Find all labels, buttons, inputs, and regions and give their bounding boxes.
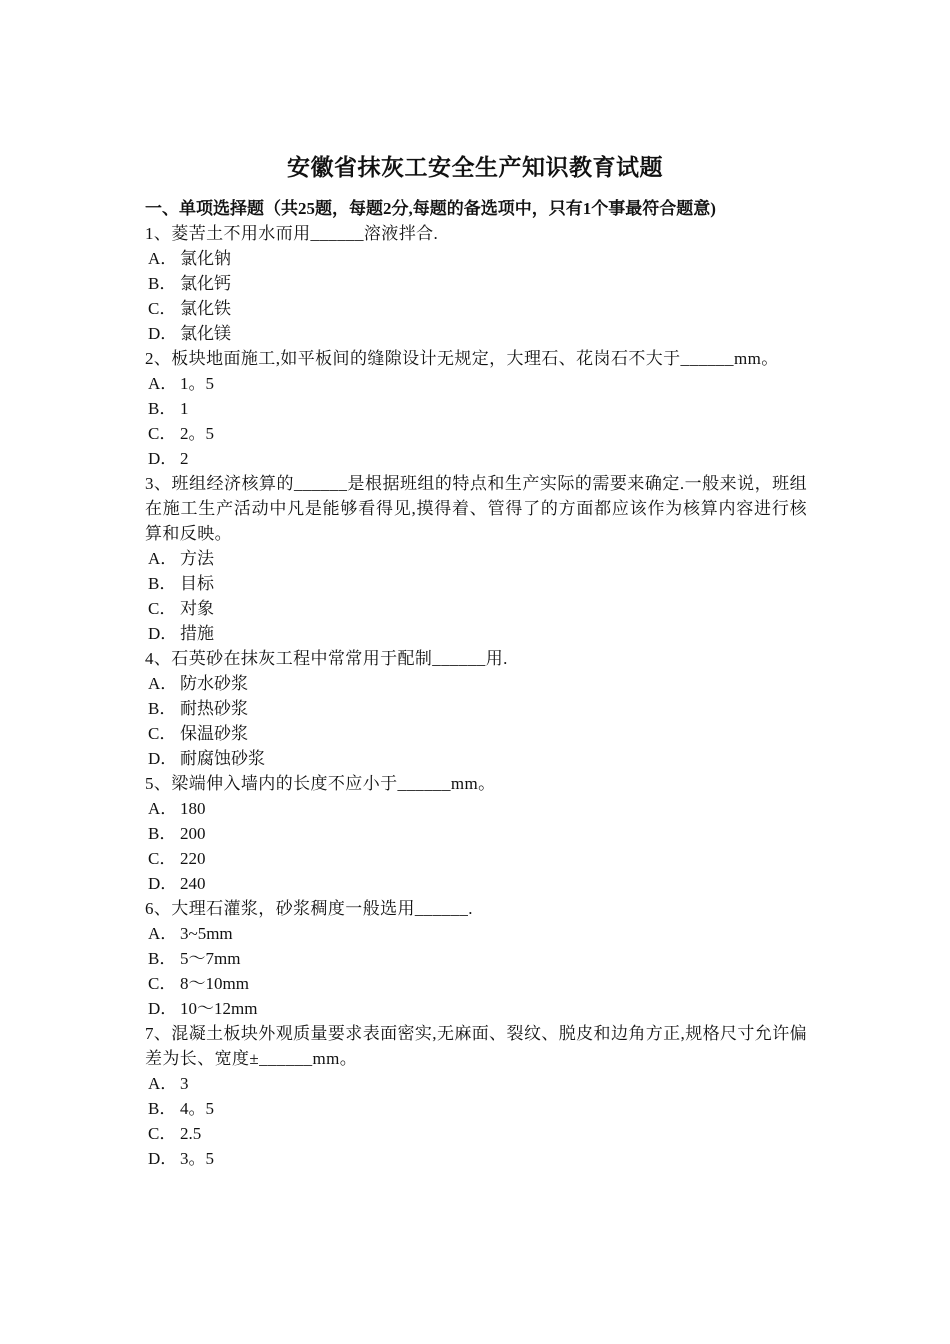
question-text: 5、梁端伸入墙内的长度不应小于______mm。 xyxy=(145,774,496,793)
section-heading: 一、单项选择题（共25题，每题2分,每题的备选项中，只有1个事最符合题意) xyxy=(145,199,716,218)
question-block xyxy=(145,1021,807,1171)
option-letter: A． xyxy=(148,1074,178,1093)
question-text: 4、石英砂在抹灰工程中常常用于配制______用. xyxy=(145,649,508,668)
answer-option xyxy=(145,421,807,446)
option-list xyxy=(145,1071,807,1171)
option-text: 防水砂浆 xyxy=(180,674,248,693)
question-block xyxy=(145,221,807,346)
option-letter: B． xyxy=(148,824,177,843)
option-letter: B． xyxy=(148,949,177,968)
answer-option xyxy=(145,321,807,346)
page-title: 安徽省抹灰工安全生产知识教育试题 xyxy=(287,155,663,180)
answer-option xyxy=(145,246,807,271)
option-letter: B． xyxy=(148,399,177,418)
answer-option xyxy=(145,546,807,571)
option-letter: A． xyxy=(148,249,178,268)
answer-option xyxy=(145,1146,807,1171)
option-list xyxy=(145,921,807,1021)
question-text: 6、大理石灌浆，砂浆稠度一般选用______. xyxy=(145,899,473,918)
option-letter: D． xyxy=(148,624,178,643)
option-list xyxy=(145,371,807,471)
answer-option xyxy=(145,1071,807,1096)
option-text: 5～7mm xyxy=(180,949,241,968)
answer-option xyxy=(145,821,807,846)
option-letter: D． xyxy=(148,449,178,468)
answer-option xyxy=(145,971,807,996)
option-letter: B． xyxy=(148,274,177,293)
question-block xyxy=(145,646,807,771)
option-text: 4。5 xyxy=(180,1099,214,1118)
option-text: 氯化钠 xyxy=(180,249,231,268)
answer-option xyxy=(145,621,807,646)
option-letter: C． xyxy=(148,599,177,618)
option-letter: C． xyxy=(148,299,177,318)
option-text: 方法 xyxy=(180,549,214,568)
answer-option xyxy=(145,1121,807,1146)
option-letter: A． xyxy=(148,924,178,943)
option-text: 耐腐蚀砂浆 xyxy=(180,749,265,768)
option-list xyxy=(145,246,807,346)
answer-option xyxy=(145,596,807,621)
option-letter: C． xyxy=(148,974,177,993)
option-letter: D． xyxy=(148,874,178,893)
option-text: 3~5mm xyxy=(180,924,233,943)
option-text: 200 xyxy=(180,824,206,843)
answer-option xyxy=(145,846,807,871)
option-text: 耐热砂浆 xyxy=(180,699,248,718)
option-text: 措施 xyxy=(180,624,214,643)
option-text: 240 xyxy=(180,874,206,893)
option-letter: D． xyxy=(148,999,178,1018)
option-letter: B． xyxy=(148,699,177,718)
document-body xyxy=(145,196,807,1171)
question-text: 3、班组经济核算的______是根据班组的特点和生产实际的需要来确定.一般来说，班组在施工生产活动中凡是能够看得见,摸得着、管得了的方面都应该作为核算内容进行核算和反映。 xyxy=(145,474,807,543)
answer-option xyxy=(145,671,807,696)
question-text: 2、板块地面施工,如平板间的缝隙设计无规定，大理石、花岗石不大于______mm。 xyxy=(145,349,779,368)
answer-option xyxy=(145,796,807,821)
option-list xyxy=(145,671,807,771)
option-text: 对象 xyxy=(180,599,214,618)
answer-option xyxy=(145,1096,807,1121)
option-letter: C． xyxy=(148,1124,177,1143)
option-letter: A． xyxy=(148,374,178,393)
option-letter: B． xyxy=(148,1099,177,1118)
option-letter: C． xyxy=(148,724,177,743)
answer-option xyxy=(145,871,807,896)
option-text: 氯化镁 xyxy=(180,324,231,343)
option-text: 1 xyxy=(180,399,189,418)
option-text: 保温砂浆 xyxy=(180,724,248,743)
option-letter: D． xyxy=(148,324,178,343)
option-list xyxy=(145,796,807,896)
option-letter: D． xyxy=(148,749,178,768)
question-list xyxy=(145,221,807,1171)
option-text: 目标 xyxy=(180,574,214,593)
option-text: 220 xyxy=(180,849,206,868)
option-text: 氯化钙 xyxy=(180,274,231,293)
answer-option xyxy=(145,396,807,421)
answer-option xyxy=(145,746,807,771)
option-letter: A． xyxy=(148,549,178,568)
option-letter: A． xyxy=(148,674,178,693)
answer-option xyxy=(145,946,807,971)
question-block xyxy=(145,771,807,896)
question-block xyxy=(145,471,807,646)
answer-option xyxy=(145,721,807,746)
option-text: 10～12mm xyxy=(180,999,258,1018)
option-letter: D． xyxy=(148,1149,178,1168)
answer-option xyxy=(145,571,807,596)
option-letter: A． xyxy=(148,799,178,818)
question-text: 1、菱苦土不用水而用______溶液拌合. xyxy=(145,224,439,243)
answer-option xyxy=(145,271,807,296)
question-block xyxy=(145,896,807,1021)
answer-option xyxy=(145,696,807,721)
option-letter: B． xyxy=(148,574,177,593)
answer-option xyxy=(145,371,807,396)
option-letter: C． xyxy=(148,424,177,443)
option-text: 1。5 xyxy=(180,374,214,393)
answer-option xyxy=(145,996,807,1021)
option-text: 2.5 xyxy=(180,1124,202,1143)
answer-option xyxy=(145,296,807,321)
option-text: 2 xyxy=(180,449,189,468)
option-list xyxy=(145,546,807,646)
option-text: 8～10mm xyxy=(180,974,249,993)
option-text: 3 xyxy=(180,1074,189,1093)
option-text: 180 xyxy=(180,799,206,818)
answer-option xyxy=(145,921,807,946)
question-block xyxy=(145,346,807,471)
question-text: 7、混凝土板块外观质量要求表面密实,无麻面、裂纹、脱皮和边角方正,规格尺寸允许偏差为长、宽度±______mm。 xyxy=(145,1024,807,1068)
answer-option xyxy=(145,446,807,471)
option-text: 3。5 xyxy=(180,1149,214,1168)
option-letter: C． xyxy=(148,849,177,868)
option-text: 氯化铁 xyxy=(180,299,231,318)
option-text: 2。5 xyxy=(180,424,214,443)
